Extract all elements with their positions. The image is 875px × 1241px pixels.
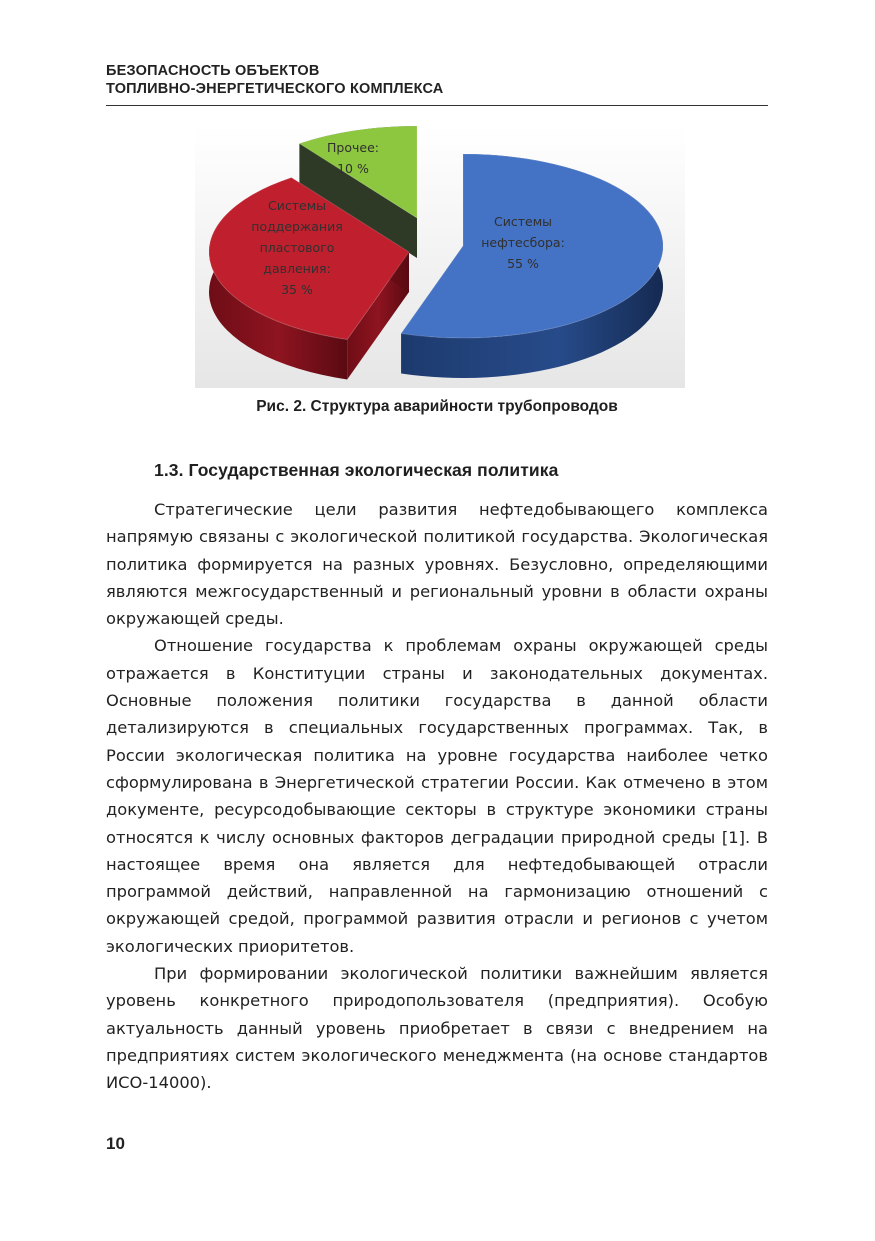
section-heading: 1.3. Государственная экологическая политика: [154, 460, 559, 480]
paragraph-1: Стратегические цели развития нефтедобывающего комплекса напрямую связаны с экологической политикой государства. Экологическая политика формируется на разных уровнях. Безусловно, определяющими являются межгосударственный и региональный уровни в области охраны окружающей среды.: [106, 500, 768, 629]
running-header-line-2: ТОПЛИВНО-ЭНЕРГЕТИЧЕСКОГО КОМПЛЕКСА: [106, 81, 444, 97]
pie-slice-label-line: Системы: [494, 214, 552, 229]
pie-slice-label-line: 55 %: [507, 256, 539, 271]
pie-slice-label-line: поддержания: [251, 219, 343, 234]
figure-caption: Рис. 2. Структура аварийности трубопроводов: [256, 398, 618, 415]
pie-slice-label-line: давления:: [263, 261, 331, 276]
paragraph-2: Отношение государства к проблемам охраны окружающей среды отражается в Конституции страны и законодательных документах. Основные положения политики государства в данной области детализируются в специальных государственных программах. Так, в России экологическая политика на уровне государства наиболее четко сформулирована в Энергетической стратегии России. Как отмечено в этом документе, ресурсодобывающие секторы в структуре экономики страны относятся к числу основных факторов деградации природной среды [1]. В настоящее время она является для нефтедобывающей отрасли программой действий, направленной на гармонизацию отношений с окружающей средой, программой развития отрасли и регионов с учетом экологических приоритетов.: [106, 636, 768, 956]
running-header-line-1: БЕЗОПАСНОСТЬ ОБЪЕКТОВ: [106, 63, 320, 79]
pie-chart-figure: [195, 126, 685, 388]
pie-slice-label-line: пластового: [259, 240, 335, 255]
pie-slice-label-line: 35 %: [281, 282, 313, 297]
body-text: [106, 496, 768, 1097]
header-rule: [106, 105, 768, 106]
pie-slice-label-line: Системы: [268, 198, 326, 213]
paragraph-3: При формировании экологической политики важнейшим является уровень конкретного природопользователя (предприятия). Особую актуальность данный уровень приобретает в связи с внедрением на предприятиях систем экологического менеджмента (на основе стандартов ИСО-14000).: [106, 964, 768, 1093]
pie-slice-label-line: нефтесбора:: [481, 235, 565, 250]
page-number: 10: [106, 1134, 125, 1153]
pie-slice-label-line: 10 %: [337, 161, 369, 176]
running-header: [106, 62, 768, 98]
pie-chart: [195, 126, 685, 388]
pie-slice-label-line: Прочее:: [327, 140, 379, 155]
